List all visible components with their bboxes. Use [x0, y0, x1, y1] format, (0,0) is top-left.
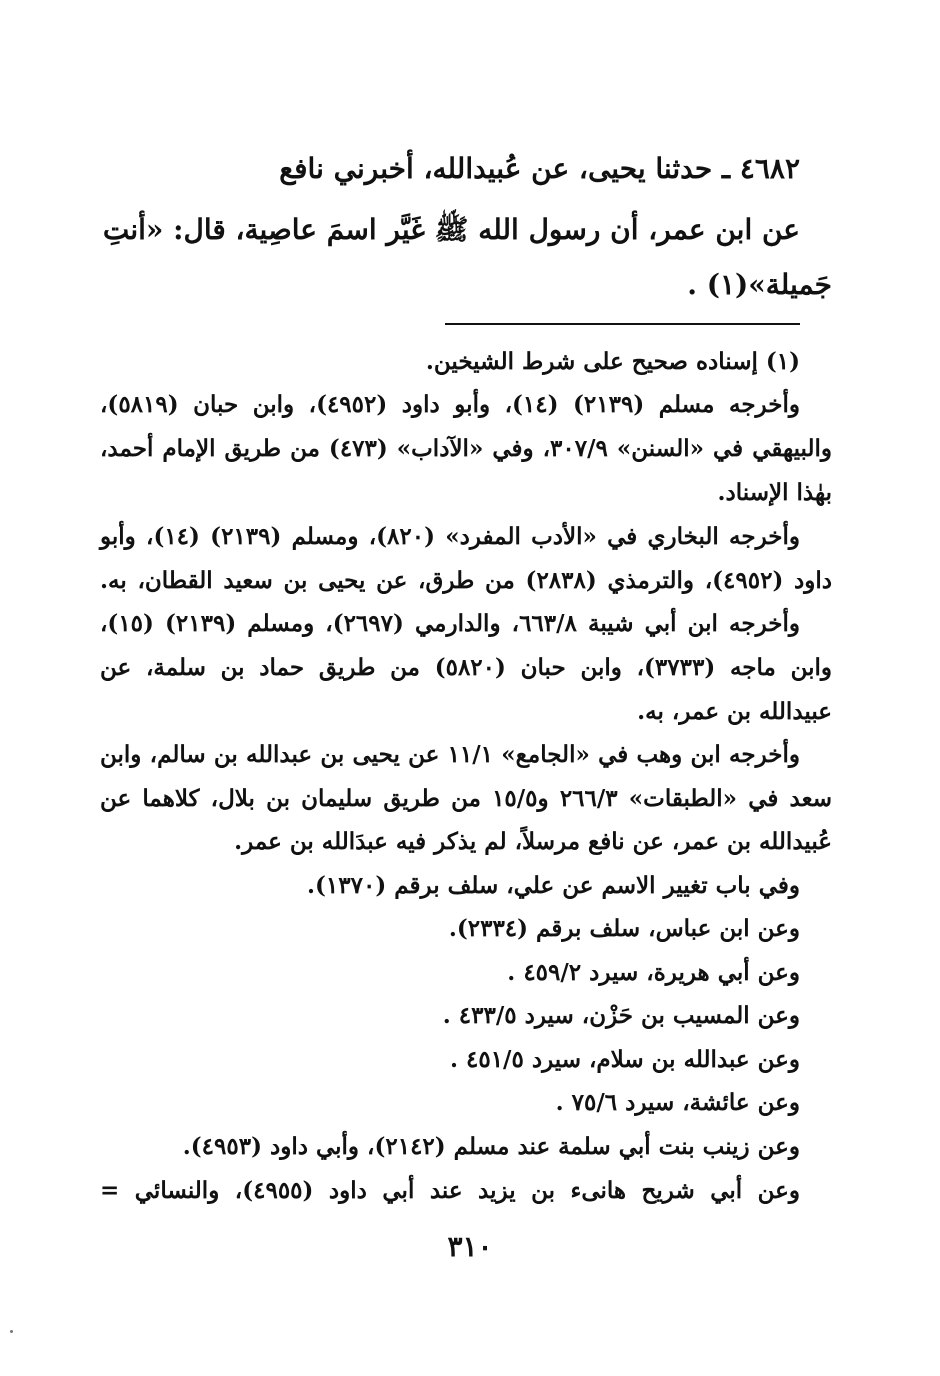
- footnote-line: وابن ماجه (٣٧٣٣)، وابن حبان (٥٨٢٠) من طريق حماد بن سلمة، عن: [100, 654, 832, 681]
- footnote-line: وعن أبي شريح هانىء بن يزيد عند أبي داود (٤٩٥٥)، والنسائي =: [100, 1177, 801, 1204]
- hadith-line-3: جَميلة»(١) .: [687, 268, 832, 301]
- footnote-divider: [445, 323, 800, 325]
- footnote-line: وأخرجه مسلم (٢١٣٩) (١٤)، وأبو داود (٤٩٥٢)، وابن حبان (٥٨١٩)،: [100, 391, 800, 418]
- footnote-line: وعن عائشة، سيرد ٧٥/٦ .: [555, 1089, 800, 1116]
- scan-speck: [10, 1330, 13, 1333]
- footnote-line: وعن زينب بنت أبي سلمة عند مسلم (٢١٤٢)، وأبي داود (٤٩٥٣).: [182, 1133, 800, 1160]
- hadith-line-1: ٤٦٨٢ ـ حدثنا يحيى، عن عُبيدالله، أخبرني نافع: [279, 152, 800, 185]
- hadith-line-2: عن ابن عمر، أن رسول الله ﷺ غَيَّر اسمَ عاصِية، قال: «أنتِ: [102, 213, 800, 246]
- footnote-line: عبيدالله بن عمر، به.: [637, 698, 832, 725]
- footnote-line: داود (٤٩٥٢)، والترمذي (٢٨٣٨) من طرق، عن يحيى بن سعيد القطان، به.: [100, 567, 833, 594]
- footnote-line: وفي باب تغيير الاسم عن علي، سلف برقم (١٣٧٠).: [307, 872, 800, 899]
- footnote-line: وأخرجه ابن أبي شيبة ٦٦٣/٨، والدارمي (٢٦٩٧)، ومسلم (٢١٣٩) (١٥)،: [100, 610, 800, 637]
- footnote-line: وأخرجه البخاري في «الأدب المفرد» (٨٢٠)، ومسلم (٢١٣٩) (١٤)، وأبو: [100, 523, 800, 550]
- footnote-line: والبيهقي في «السنن» ٣٠٧/٩، وفي «الآداب» (٤٧٣) من طريق الإمام أحمد،: [100, 435, 832, 462]
- page-number: ٣١٠: [447, 1230, 493, 1263]
- footnote-line: عُبيدالله بن عمر، عن نافع مرسلاً، لم يذكر فيه عبدَالله بن عمر.: [234, 828, 832, 855]
- footnote-line: وأخرجه ابن وهب في «الجامع» ١١/١ عن يحيى بن عبدالله بن سالم، وابن: [100, 741, 801, 768]
- footnote-line: وعن أبي هريرة، سيرد ٤٥٩/٢ .: [507, 959, 800, 986]
- footnote-line: (١) إسناده صحيح على شرط الشيخين.: [425, 348, 800, 375]
- footnote-line: وعن ابن عباس، سلف برقم (٢٣٣٤).: [448, 915, 800, 942]
- footnote-line: بهٰذا الإسناد.: [717, 479, 832, 506]
- footnote-line: سعد في «الطبقات» ٢٦٦/٣ و١٥/٥ من طريق سليمان بن بلال، كلاهما عن: [100, 785, 832, 812]
- footnote-line: وعن المسيب بن حَزْن، سيرد ٤٣٣/٥ .: [442, 1002, 800, 1029]
- footnote-line: وعن عبدالله بن سلام، سيرد ٤٥١/٥ .: [449, 1046, 800, 1073]
